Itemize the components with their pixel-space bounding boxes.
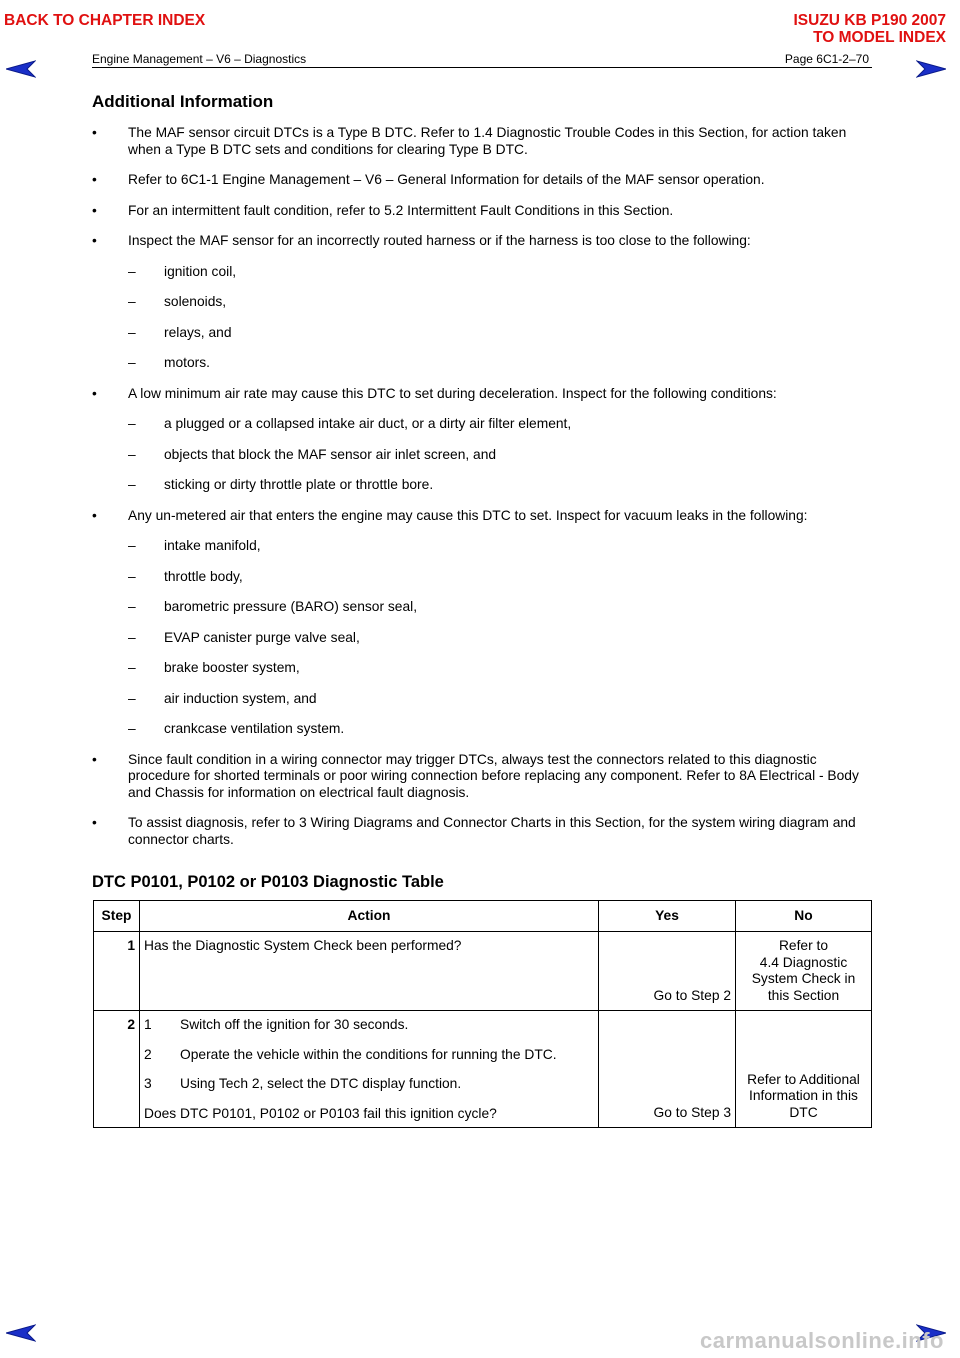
action-step-text: Switch off the ignition for 30 seconds. [180,1017,409,1032]
bullet-item [92,125,872,158]
dash-icon: – [128,690,136,706]
sub-item-text: motors. [164,355,210,370]
sub-item-text: crankcase ventilation system. [164,721,345,736]
bullet-item [92,203,872,220]
bullet-text: For an intermittent fault condition, refer to 5.2 Intermittent Fault Conditions in this Section. [128,202,674,218]
action-step-text: Using Tech 2, select the DTC display function. [180,1076,462,1091]
action-step-text: Operate the vehicle within the conditions for running the DTC. [180,1046,557,1062]
dash-icon: – [128,263,136,279]
dash-icon: – [128,629,136,645]
step-cell [94,932,140,1011]
table-row [94,932,872,1011]
header-divider [92,67,872,68]
column-header-yes: Yes [599,901,736,932]
no-cell [736,932,872,1011]
dash-icon: – [128,294,136,309]
no-text-line: Refer to [778,938,829,953]
sub-item-text: brake booster system, [164,660,300,675]
sub-item-text: barometric pressure (BARO) sensor seal, [164,599,418,614]
sub-item [92,538,872,555]
sub-item [92,599,872,616]
dash-icon: – [128,568,136,584]
sub-item-text: EVAP canister purge valve seal, [164,629,360,645]
yes-cell [599,1011,736,1128]
no-text-line: DTC [789,1104,818,1120]
no-text-line: System Check in [751,971,856,986]
previous-page-arrow-bottom-icon[interactable] [6,1324,36,1342]
sub-item [92,721,872,738]
previous-page-arrow-icon[interactable] [6,60,36,78]
bullet-text: Any un-metered air that enters the engine may cause this DTC to set. Inspect for vacuum leaks in the following: [128,507,808,523]
action-step-number: 3 [144,1076,152,1091]
step-number: 2 [127,1017,135,1032]
sub-item [92,630,872,647]
action-step-number: 1 [144,1017,152,1032]
sub-item [92,447,872,464]
no-text-line: Refer to Additional [747,1071,860,1087]
bullet-text: The MAF sensor circuit DTCs is a Type B DTC. Refer to 1.4 Diagnostic Trouble Codes in this Section, for action taken when a Type B DTC sets and conditions for clearing Type B DTC. [128,125,847,157]
dash-icon: – [128,538,136,553]
no-text-line: 4.4 Diagnostic [759,954,848,970]
dash-icon: – [128,355,136,370]
step-cell [94,1011,140,1128]
next-page-arrow-icon[interactable] [916,60,946,78]
sub-item-text: relays, and [164,324,232,340]
table-header-row [94,901,872,932]
watermark: carmanualsonline.info [700,1328,944,1353]
dash-icon: – [128,416,136,431]
bullet-icon: • [92,125,97,140]
column-header-step: Step [94,901,140,932]
sub-item [92,355,872,372]
diagnostic-table [93,900,872,1128]
action-step-number: 2 [144,1046,152,1062]
dash-icon: – [128,477,136,492]
bullet-item [92,815,872,848]
page-number: Page 6C1-2–70 [784,52,869,66]
bullet-icon: • [92,172,97,187]
action-question: Has the Diagnostic System Check been performed? [144,938,462,953]
sub-item-text: ignition coil, [164,263,237,279]
sub-item-text: solenoids, [164,294,227,309]
dash-icon: – [128,660,136,675]
dash-icon: – [128,324,136,340]
yes-link[interactable]: Go to Step 3 [653,1104,731,1120]
sub-item [92,660,872,677]
bullet-text: Since fault condition in a wiring connector may trigger DTCs, always test the connectors related to this diagnostic procedure for shorted terminals or poor wiring connection before replacing any component. Refer to 8A Electrical - Body and Chassis for information on electrical fault diagnosis. [128,751,859,800]
table-row [94,1011,872,1128]
back-to-chapter-index-link[interactable]: BACK TO CHAPTER INDEX [4,12,206,29]
bullet-text: Refer to 6C1-1 Engine Management – V6 – General Information for details of the MAF sensor operation. [128,172,765,187]
model-index-link[interactable] [794,12,947,46]
sub-item-text: air induction system, and [164,690,317,706]
sub-item-text: throttle body, [164,568,243,584]
dash-icon: – [128,446,136,462]
bullet-icon: • [92,751,97,767]
bullet-item [92,233,872,250]
bullet-icon: • [92,507,97,523]
sub-item [92,264,872,281]
bullet-icon: • [92,385,97,401]
bullet-text: Inspect the MAF sensor for an incorrectly routed harness or if the harness is too close to the following: [128,233,751,248]
bullet-icon: • [92,233,97,248]
yes-link[interactable]: Go to Step 2 [653,987,731,1003]
column-header-action: Action [140,901,599,932]
bullet-icon: • [92,202,97,218]
action-cell [140,932,599,1011]
bullet-item [92,172,872,189]
yes-cell [599,932,736,1011]
action-cell [140,1011,599,1128]
to-model-index-label: TO MODEL INDEX [813,29,946,46]
dash-icon: – [128,599,136,614]
action-step [144,1047,594,1064]
no-action [740,938,867,1010]
column-header-no: No [736,901,872,932]
sub-item [92,569,872,586]
step-number: 1 [127,938,135,953]
sub-item [92,294,872,311]
running-header-title: Engine Management – V6 – Diagnostics [92,52,307,66]
no-action [740,1072,867,1128]
sub-item [92,691,872,708]
diagnostic-table-title: DTC P0101, P0102 or P0103 Diagnostic Table [92,873,444,891]
dash-icon: – [128,721,136,736]
sub-item-text: a plugged or a collapsed intake air duct, or a dirty air filter element, [164,416,572,431]
no-text-line: Information in this [749,1088,858,1103]
bullet-text: To assist diagnosis, refer to 3 Wiring Diagrams and Connector Charts in this Section, for the system wiring diagram and connector charts. [128,815,856,847]
action-step [144,1011,594,1034]
no-text-line: this Section [767,987,840,1003]
sub-item-text: objects that block the MAF sensor air inlet screen, and [164,446,497,462]
model-title: ISUZU KB P190 2007 [793,12,946,29]
additional-information-list [92,125,872,862]
bullet-item [92,508,872,525]
section-title: Additional Information [92,92,274,111]
bullet-item [92,386,872,403]
sub-item-text: intake manifold, [164,538,261,553]
action-step [144,1076,594,1093]
action-question: Does DTC P0101, P0102 or P0103 fail this ignition cycle? [144,1105,497,1121]
sub-item [92,477,872,494]
no-cell [736,1011,872,1128]
bullet-item [92,752,872,802]
sub-item [92,416,872,433]
bullet-text: A low minimum air rate may cause this DTC to set during deceleration. Inspect for the following conditions: [128,385,777,401]
sub-item [92,325,872,342]
sub-item-text: sticking or dirty throttle plate or throttle bore. [164,477,434,492]
bullet-icon: • [92,815,97,830]
